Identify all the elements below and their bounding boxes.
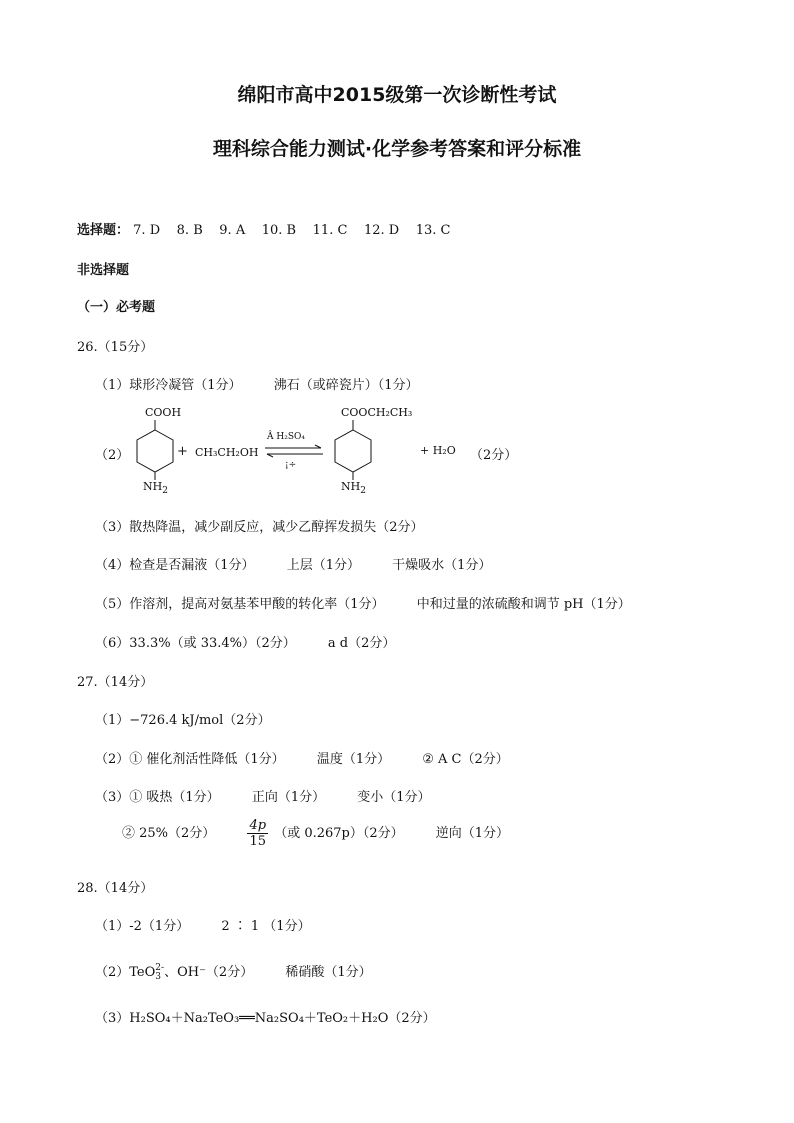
benzene-ring-icon xyxy=(323,420,383,484)
q26-p1b: 沸石（或碎瓷片）（1分） xyxy=(273,378,419,393)
q28-p2b: 稀硝酸（1分） xyxy=(285,965,372,980)
page-title: 绵阳市高中2015级第一次诊断性考试 xyxy=(237,84,557,106)
q27-p3c: 变小（1分） xyxy=(357,790,431,805)
reactant-bottom-group: $NH_2$ xyxy=(143,480,168,497)
q28-p1b: 2 ∶ 1 （1分） xyxy=(221,919,311,934)
product-bottom-group: $NH_2$ xyxy=(341,480,366,497)
q26-p1a: （1）球形冷凝管（1分） xyxy=(95,378,242,393)
q27-p4b: （或 0.267p）（2分） xyxy=(274,826,404,841)
ethanol-formula: CH₃CH₂OH xyxy=(195,446,259,459)
q27-part3 xyxy=(95,786,431,805)
q28-p2-formula: （2）TeO 2- 3 、OH⁻（2分） xyxy=(95,962,254,982)
q26-part1 xyxy=(95,374,418,393)
q27-p2a: （2）① 催化剂活性降低（1分） xyxy=(95,752,285,767)
reaction-condition-bottom: ¡÷ xyxy=(285,460,297,470)
choice-answer: 13. C xyxy=(415,223,451,238)
q27-p3a: （3）① 吸热（1分） xyxy=(95,790,220,805)
choice-answer: 11. C xyxy=(312,223,348,238)
q27-p2c: ② A C（2分） xyxy=(422,752,509,767)
q26-p2-label: （2） xyxy=(95,448,130,463)
q27-p4c: 逆向（1分） xyxy=(435,826,510,841)
water-product: + H₂O xyxy=(420,444,456,457)
reaction-condition-top: Â H₂SO₄ xyxy=(267,432,305,442)
choice-answer: 9. A xyxy=(219,223,246,238)
q26-part3: （3）散热降温，减少副反应，减少乙醇挥发损失（2分） xyxy=(95,520,424,535)
plus-sign: + xyxy=(177,444,188,459)
q26-part5 xyxy=(95,593,631,612)
q27-part2 xyxy=(95,748,509,767)
q26-header: 26.（15分） xyxy=(77,340,154,355)
q26-p4b: 上层（1分） xyxy=(286,558,360,573)
q28-header: 28.（14分） xyxy=(77,881,154,896)
q27-part3-sub2 xyxy=(122,818,509,849)
choice-answer: 12. D xyxy=(363,223,400,238)
nonchoice-heading: 非选择题 xyxy=(77,263,130,278)
q28-part3: （3）H₂SO₄＋Na₂TeO₃══Na₂SO₄＋TeO₂＋H₂O（2分） xyxy=(95,1011,436,1026)
q27-p3b: 正向（1分） xyxy=(251,790,326,805)
fraction xyxy=(247,818,268,849)
q27-p2b: 温度（1分） xyxy=(316,752,391,767)
choice-answer: 10. B xyxy=(261,223,297,238)
q26-p5b: 中和过量的浓硫酸和调节 pH（1分） xyxy=(416,597,631,612)
q26-p6b: a d（2分） xyxy=(327,636,396,651)
fraction-denominator: 15 xyxy=(249,834,267,849)
reactant-top-group: COOH xyxy=(145,406,182,419)
equilibrium-arrow-icon xyxy=(263,444,325,458)
choice-answers-row xyxy=(77,219,450,238)
q26-part4 xyxy=(95,554,491,573)
q28-part1 xyxy=(95,915,311,934)
q27-part1: （1）−726.4 kJ/mol（2分） xyxy=(95,713,271,728)
benzene-ring-icon xyxy=(125,420,185,484)
q26-p4c: 干燥吸水（1分） xyxy=(392,558,492,573)
q27-p4a: ② 25%（2分） xyxy=(122,826,216,841)
q28-part2 xyxy=(95,961,372,982)
q26-part6 xyxy=(95,632,395,651)
required-heading: （一）必考题 xyxy=(77,300,156,315)
q27-header: 27.（14分） xyxy=(77,675,154,690)
q26-p2-score: （2分） xyxy=(470,448,518,463)
q26-p4a: （4）检查是否漏液（1分） xyxy=(95,558,255,573)
fraction-numerator: 4p xyxy=(249,818,267,833)
reaction-equation xyxy=(95,400,655,496)
choice-label: 选择题： xyxy=(77,223,130,238)
q26-p5a: （5）作溶剂，提高对氨基苯甲酸的转化率（1分） xyxy=(95,597,385,612)
q28-p1a: （1）-2（1分） xyxy=(95,919,190,934)
q26-p6a: （6）33.3%（或 33.4%）（2分） xyxy=(95,636,296,651)
choice-answer: 8. B xyxy=(176,223,203,238)
product-top-group: COOCH₂CH₃ xyxy=(341,406,413,419)
page-subtitle: 理科综合能力测试·化学参考答案和评分标准 xyxy=(212,138,582,160)
choice-answer: 7. D xyxy=(133,223,161,238)
